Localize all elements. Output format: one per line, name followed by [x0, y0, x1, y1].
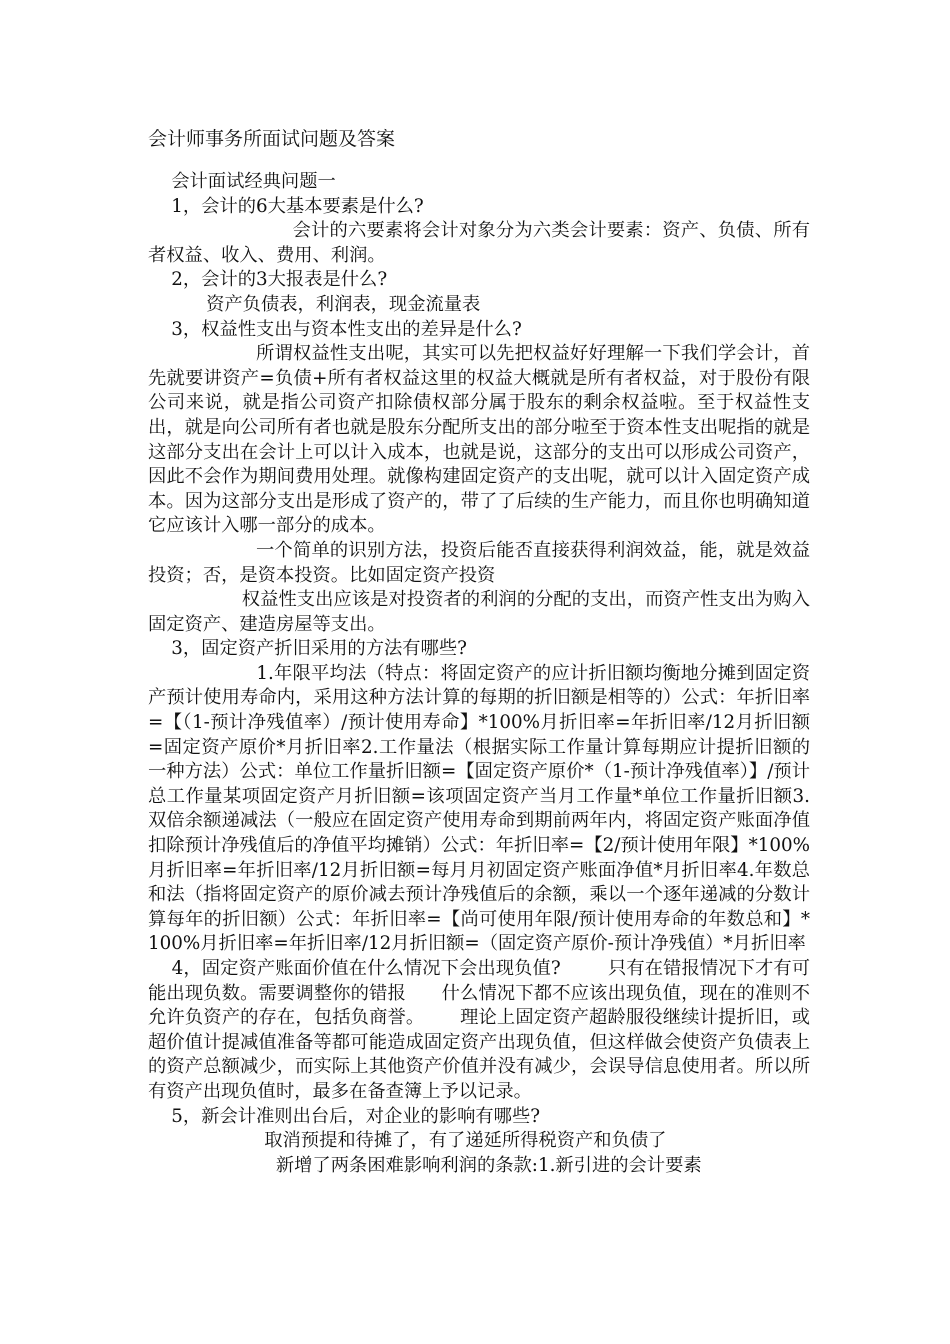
document-body — [148, 170, 810, 1178]
answer-5-part-1: 取消预提和待摊了，有了递延所得税资产和负债了 — [148, 1130, 667, 1152]
question-5: 5，新会计准则出台后，对企业的影响有哪些? — [148, 1105, 541, 1127]
answer-depreciation: 1.年限平均法（特点：将固定资产的应计折旧额均衡地分摊到固定资产预计使用寿命内，采用这种方法计算的每期的折旧额是相等的）公式：年折旧率=【（1-预计净残值率）/预计使用寿命】*100%月折旧率=年折旧率/12月折旧额=固定资产原价*月折旧率2.工作量法（根据实际工作量计算每期应计提折旧额的一种方法）公式：单位工作量折旧额=【固定资产原价*（1-预计净残值率）】/预计总工作量某项固定资产月折旧额=该项固定资产当月工作量*单位工作量折旧额3.双倍余额递减法（一般应在固定资产使用寿命到期前两年内，将固定资产账面净值扣除预计净残值后的净值平均摊销）公式：年折旧率=【2/预计使用年限】*100%月折旧率=年折旧率/12月折旧额=每月月初固定资产账面净值*月折旧率4.年数总和法（指将固定资产的原价减去预计净残值后的余额，乘以一个逐年递减的分数计算每年的折旧额）公式：年折旧率=【尚可使用年限/预计使用寿命的年数总和】*100%月折旧率=年折旧率/12月折旧额=（固定资产原价-预计净残值）*月折旧率 — [148, 662, 810, 955]
answer-3-part-3: 权益性支出应该是对投资者的利润的分配的支出，而资产性支出为购入固定资产、建造房屋等支出。 — [148, 589, 810, 635]
answer-1: 会计的六要素将会计对象分为六类会计要素：资产、负债、所有者权益、收入、费用、利润。 — [148, 220, 811, 266]
question-depreciation: 3，固定资产折旧采用的方法有哪些? — [148, 638, 467, 660]
answer-3-part-2: 一个简单的识别方法，投资后能否直接获得利润效益，能，就是效益投资；否，是资本投资。比如固定资产投资 — [148, 539, 810, 586]
question-1: 1，会计的6大基本要素是什么? — [148, 195, 424, 217]
answer-2: 资产负债表，利润表，现金流量表 — [148, 293, 481, 315]
answer-3-part-1: 所谓权益性支出呢，其实可以先把权益好好理解一下我们学会计，首先就要讲资产=负债+所有者权益这里的权益大概就是所有者权益，对于股份有限公司来说，就是指公司资产扣除债权部分属于股东的剩余权益啦。至于权益性支出，就是向公司所有者也就是股东分配所支出的部分啦至于资本性支出呢指的就是这部分支出在会计上可以计入成本，也就是说，这部分的支出可以形成公司资产，因此不会作为期间费用处理。就像构建固定资产的支出呢，就可以计入固定资产成本。因为这部分支出是形成了资产的，带了了后续的生产能力，而且你也明确知道它应该计入哪一部分的成本。 — [148, 343, 810, 537]
subheading-interview-classic: 会计面试经典问题一 — [148, 171, 336, 192]
document-title: 会计师事务所面试问题及答案 — [148, 128, 396, 150]
question-4-with-answer: 4，固定资产账面价值在什么情况下会出现负值? 只有在错报情况下才有可能出现负数。需要调整你的错报 什么情况下都不应该出现负值，现在的准则不允许负资产的存在，包括负商誉。 理论上固定资产超龄服役继续计提折旧，或超价值计提减值准备等都可能造成固定资产出现负值，但这样做会使资产负债表上的资产总额减少，而实际上其他资产价值并没有减少，会误导信息使用者。所以所有资产出现负值时，最多在备查簿上予以记录。 — [148, 958, 811, 1102]
answer-5-part-2: 新增了两条困难影响利润的条款:1.新引进的会计要素 — [148, 1154, 702, 1176]
question-2: 2，会计的3大报表是什么? — [148, 269, 388, 291]
question-3: 3，权益性支出与资本性支出的差异是什么? — [148, 318, 522, 340]
